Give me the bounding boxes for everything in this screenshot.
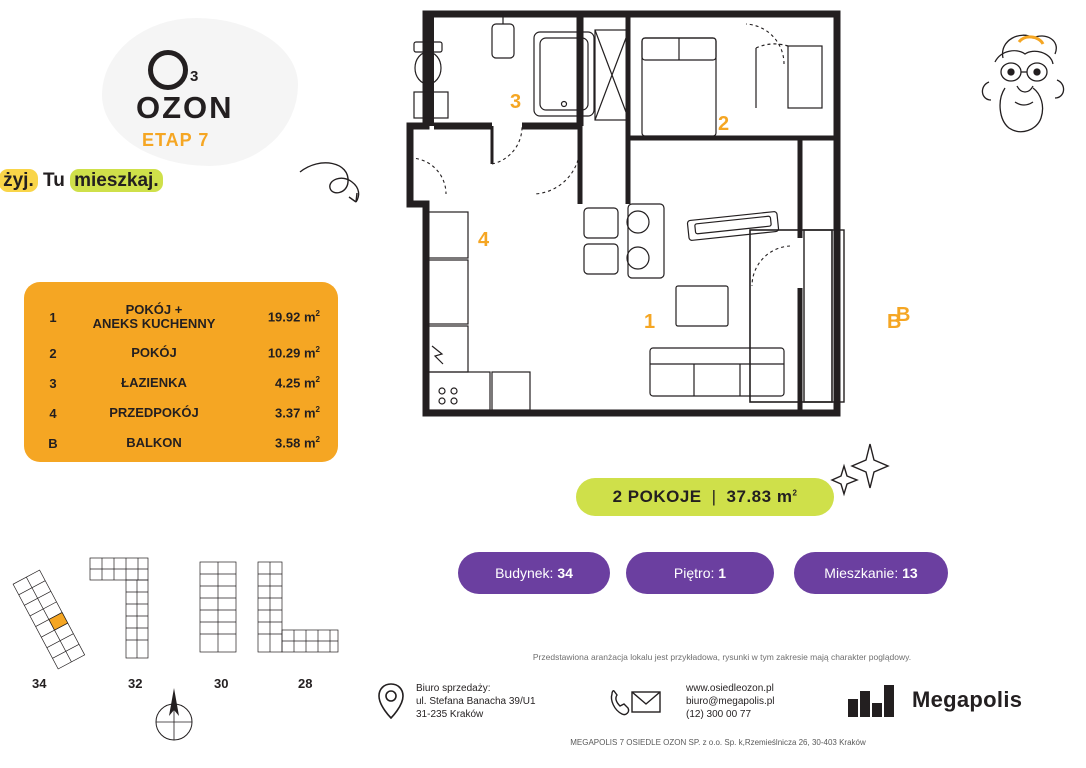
badge-floor-label: Piętro: xyxy=(673,565,715,581)
megapolis-wordmark: Megapolis xyxy=(912,687,1023,712)
ring-icon xyxy=(148,50,188,90)
logo-brand-name: OZON xyxy=(136,90,234,125)
phone-envelope-icon xyxy=(608,686,664,718)
tagline-part-4: mieszkaj. xyxy=(70,169,163,192)
badge-floor-value: 1 xyxy=(718,565,727,581)
legend-room-name-line2: ANEKS KUCHENNY xyxy=(92,316,216,331)
website-link[interactable]: www.osiedleozon.pl xyxy=(686,683,774,694)
badge-apartment-value: 13 xyxy=(902,565,918,581)
badge-building-value: 34 xyxy=(557,565,573,581)
legend-room-name: BALKON xyxy=(126,435,182,450)
legend-row xyxy=(42,428,320,458)
badge-floor xyxy=(626,552,774,594)
disclaimer-text: Przedstawiona aranżacja lokalu jest przykładowa, rysunki w tym zakresie mają charakter poglądowy. xyxy=(532,652,912,662)
logo-subscript-3: 3 xyxy=(190,68,199,85)
plan-room-number-3: 3 xyxy=(510,91,522,113)
badge-apartment-label: Mieszkanie: xyxy=(824,565,899,581)
legend-room-name-line1: POKÓJ + xyxy=(125,302,183,317)
summary-divider: | xyxy=(711,487,717,506)
legend-number: 4 xyxy=(49,405,57,421)
legend-room-area: 19.92 $m^2$ xyxy=(267,309,320,325)
legend-row xyxy=(42,368,320,398)
contact-info xyxy=(686,682,775,721)
badge-apartment xyxy=(794,552,948,594)
location-pin-icon xyxy=(376,682,406,720)
mini-building-label-30: 30 xyxy=(214,676,229,691)
floor-plan xyxy=(392,8,911,423)
legal-line: MEGAPOLIS 7 OSIEDLE OZON SP. z o.o. Sp. k,Rzemieślnicza 26, 30-403 Kraków xyxy=(570,738,866,747)
legend-row xyxy=(42,338,320,368)
sales-office-title: Biuro sprzedaży: xyxy=(416,683,491,694)
legend-row xyxy=(42,296,320,338)
badge-building xyxy=(458,552,610,594)
sparkle-icon xyxy=(832,442,892,498)
mini-building-label-32: 32 xyxy=(128,676,143,691)
sales-office-address-2: 31-235 Kraków xyxy=(416,709,484,720)
compass-icon xyxy=(148,686,200,748)
footer xyxy=(368,676,1068,747)
tagline-part-2: żyj. xyxy=(0,169,38,192)
mascot-doodle-icon xyxy=(975,28,1071,138)
legend-room-name xyxy=(64,303,244,331)
legend-number: 2 xyxy=(49,345,57,361)
tagline xyxy=(0,170,163,192)
megapolis-logo xyxy=(848,682,1058,718)
tagline-part-3: Tu xyxy=(43,170,65,191)
logo-stage-label: ETAP 7 xyxy=(142,130,210,150)
email-link[interactable]: biuro@megapolis.pl xyxy=(686,696,775,707)
plan-room-number-4: 4 xyxy=(478,229,490,251)
legend-room-area: 4.25 $m^2$ xyxy=(275,375,320,391)
legend-number: 3 xyxy=(49,375,57,391)
legend-room-area: 3.37 $m^2$ xyxy=(275,405,320,421)
badge-building-label: Budynek: xyxy=(495,565,554,581)
curved-arrow-icon xyxy=(298,160,368,208)
legend-row xyxy=(42,398,320,428)
buildings-icon xyxy=(848,683,902,717)
summary-area: 37.83 $m^2$ xyxy=(726,487,798,506)
sales-office-info xyxy=(416,682,536,721)
legend-room-name: POKÓJ xyxy=(131,345,177,360)
plan-room-number-B: B xyxy=(887,311,902,333)
legend-number: 1 xyxy=(49,309,57,325)
legend-room-area: 10.29 $m^2$ xyxy=(267,345,320,361)
apartment-summary-badge xyxy=(576,478,834,516)
plan-room-number-1: 1 xyxy=(644,311,656,333)
sales-office-address-1: ul. Stefana Banacha 39/U1 xyxy=(416,696,536,707)
mini-building-label-34: 34 xyxy=(32,676,47,691)
room-legend xyxy=(24,282,338,462)
summary-rooms: 2 POKOJE xyxy=(612,487,702,506)
legend-room-area: 3.58 $m^2$ xyxy=(275,435,320,451)
mini-building-label-28: 28 xyxy=(298,676,313,691)
plan-room-number-2: 2 xyxy=(718,113,730,135)
legend-room-name: PRZEDPOKÓJ xyxy=(109,405,199,420)
phone-number: (12) 300 00 77 xyxy=(686,709,752,720)
svg-text:B: B xyxy=(896,304,911,326)
legend-number: B xyxy=(48,435,58,451)
logo-o3-mark xyxy=(148,50,198,90)
legend-room-name: ŁAZIENKA xyxy=(121,375,187,390)
